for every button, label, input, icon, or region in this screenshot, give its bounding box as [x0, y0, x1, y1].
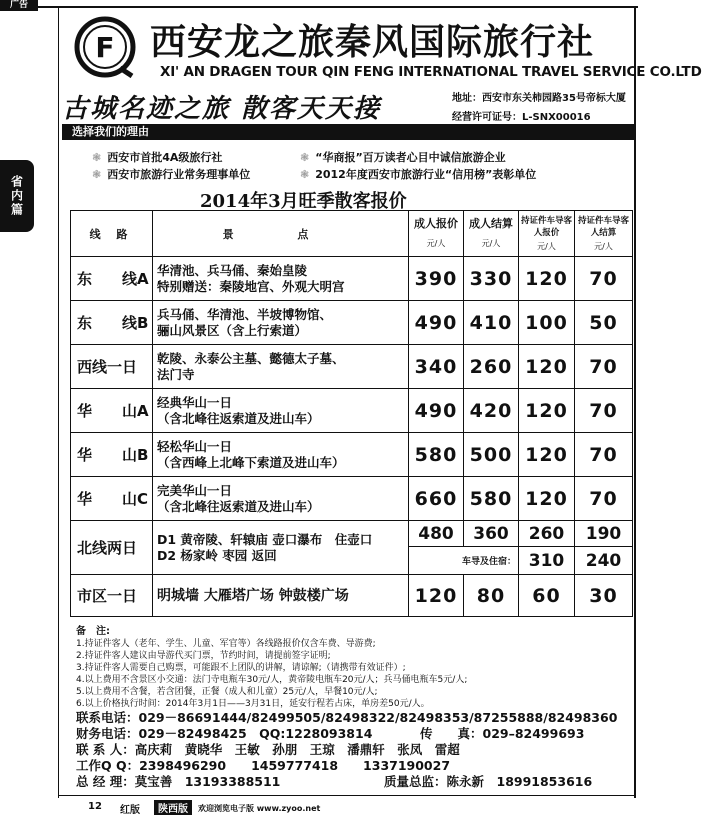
- work-qq: 工作Q Q：2398496290 1459777418 1337190027: [76, 758, 451, 773]
- header-route: 线 路: [71, 211, 153, 257]
- cert-settle: 70: [575, 389, 633, 433]
- right-rule: [634, 8, 636, 798]
- cert-settle: 70: [575, 477, 633, 521]
- price-title: 2014年3月旺季散客报价: [200, 191, 407, 212]
- guide-settle: 240: [575, 547, 633, 575]
- cert-settle: 70: [575, 433, 633, 477]
- route-sights: 明城墙 大雁塔广场 钟鼓楼广场: [153, 575, 409, 617]
- reason-item: ❃ 西安市首批4A级旅行社: [92, 151, 223, 164]
- route-sights: 轻松华山一日 （含西峰上北峰下索道及进山车）: [153, 433, 409, 477]
- top-rule: [38, 6, 638, 8]
- adult-price: 490: [409, 301, 464, 345]
- reason-item: ❃ 2012年度西安市旅游行业“信用榜”表彰单位: [300, 168, 537, 181]
- cert-price: 120: [519, 345, 575, 389]
- adult-price: 660: [409, 477, 464, 521]
- cert-settle: 50: [575, 301, 633, 345]
- note-item: 2.持证件客人建议由导游代买门票，节约时间，请提前签字证明;: [76, 651, 331, 661]
- note-item: 1.持证件客人（老年、学生、儿童、军官等）各线路报价仅含车费、导游费;: [76, 639, 376, 649]
- adult-price: 390: [409, 257, 464, 301]
- cert-price: 120: [519, 477, 575, 521]
- flower-icon: ❃: [92, 151, 102, 164]
- table-row: [71, 389, 633, 433]
- footer-site: 欢迎浏览电子版 www.zyoo.net: [198, 804, 321, 813]
- adult-settle: 410: [464, 301, 519, 345]
- contact-people: 联 系 人：高庆莉 黄晓华 王敏 孙朋 王琼 潘鼎轩 张凤 雷超: [76, 742, 460, 757]
- reason-item: ❃ “华商报”百万读者心目中诚信旅游企业: [300, 151, 506, 164]
- flower-icon: ❃: [300, 168, 310, 181]
- route-name: 市区一日: [71, 575, 153, 617]
- table-row-city: [71, 575, 633, 617]
- table-row: [71, 345, 633, 389]
- logo-letter: F: [95, 31, 115, 64]
- flower-icon: ❃: [300, 151, 310, 164]
- header-cert-settle: 持证件车导客人结算 元/人: [575, 211, 633, 257]
- note-item: 4.以上费用不含景区小交通：法门寺电瓶车30元/人，黄帝陵电瓶车20元/人；兵马俑电瓶车5元/人;: [76, 675, 468, 685]
- note-item: 5.以上费用不含餐，若含团餐，正餐（成人和儿童）25元/人，早餐10元/人;: [76, 687, 378, 697]
- route-sights: 乾陵、永泰公主墓、懿德太子墓、 法门寺: [153, 345, 409, 389]
- table-row: [71, 301, 633, 345]
- adult-price: 340: [409, 345, 464, 389]
- cert-price: 120: [519, 433, 575, 477]
- quality-director: 质量总监：陈永新 18991853616: [384, 774, 593, 789]
- route-sights: D1 黄帝陵、轩辕庙 壶口瀑布 住壶口 D2 杨家岭 枣园 返回: [153, 521, 409, 575]
- page-number: 12: [88, 801, 102, 812]
- adult-settle: 80: [464, 575, 519, 617]
- table-row-north: [71, 521, 633, 547]
- table-header-row: [71, 211, 633, 257]
- adult-price: 480: [409, 521, 464, 547]
- adult-settle: 420: [464, 389, 519, 433]
- general-manager: 总 经 理：莫宝善 13193388511: [76, 774, 281, 789]
- route-name: 华 山C: [71, 477, 153, 521]
- footer-rule: [58, 795, 636, 796]
- slogan: 古城名迹之旅 散客天天接: [62, 94, 382, 124]
- company-license: 经营许可证号：L-SNX00016: [452, 112, 591, 123]
- cert-price: 260: [519, 521, 575, 547]
- header-adult-settle: 成人结算 元/人: [464, 211, 519, 257]
- ad-tag: 广告: [0, 0, 38, 11]
- reason-item: ❃ 西安市旅游行业常务理事单位: [92, 168, 251, 181]
- company-address: 地址：西安市东关柿园路35号帝标大厦: [452, 93, 626, 104]
- notes-title: 备 注:: [76, 626, 110, 637]
- company-name-cn: 西安龙之旅秦风国际旅行社: [150, 22, 595, 63]
- cert-settle: 30: [575, 575, 633, 617]
- note-item: 3.持证件客人需要自己购票，可能跟不上团队的讲解，请谅解;（请携带有效证件）;: [76, 663, 406, 673]
- cert-price: 100: [519, 301, 575, 345]
- route-name: 华 山A: [71, 389, 153, 433]
- finance-phone: 财务电话：029－82498425 QQ:1228093814: [76, 726, 373, 741]
- route-name: 东 线A: [71, 257, 153, 301]
- company-logo-icon: [74, 16, 136, 78]
- route-sights: 经典华山一日 （含北峰往返索道及进山车）: [153, 389, 409, 433]
- adult-settle: 260: [464, 345, 519, 389]
- table-row: [71, 477, 633, 521]
- reasons-title: 选择我们的理由: [62, 124, 634, 140]
- header-sights: 景 点: [153, 211, 409, 257]
- header-cert-price: 持证件车导客人报价 元/人: [519, 211, 575, 257]
- route-sights: 华清池、兵马俑、秦始皇陵 特别赠送：秦陵地宫、外观大明宫: [153, 257, 409, 301]
- adult-price: 490: [409, 389, 464, 433]
- route-name: 华 山B: [71, 433, 153, 477]
- cert-price: 120: [519, 257, 575, 301]
- adult-settle: 360: [464, 521, 519, 547]
- flower-icon: ❃: [92, 168, 102, 181]
- adult-settle: 580: [464, 477, 519, 521]
- adult-settle: 330: [464, 257, 519, 301]
- cert-settle: 70: [575, 345, 633, 389]
- route-name: 东 线B: [71, 301, 153, 345]
- table-row: [71, 433, 633, 477]
- guide-price: 310: [519, 547, 575, 575]
- company-name-en: XI' AN DRAGEN TOUR QIN FENG INTERNATIONAL TRAVEL SERVICE CO.LTD: [160, 64, 702, 80]
- table-row: [71, 257, 633, 301]
- fax-number: 传 真：029–82499693: [420, 726, 585, 741]
- route-sights: 完美华山一日 （含北峰往返索道及进山车）: [153, 477, 409, 521]
- price-table: [70, 210, 633, 617]
- note-item: 6.以上价格执行时间：2014年3月1日——3月31日，延安行程若占床，单房差50元/人。: [76, 699, 430, 709]
- side-tab-province: 省内篇: [0, 160, 34, 232]
- cert-settle: 70: [575, 257, 633, 301]
- edition-badge: 陕西版: [154, 800, 192, 815]
- adult-price: 580: [409, 433, 464, 477]
- left-rule: [58, 8, 59, 798]
- header-adult-price: 成人报价 元/人: [409, 211, 464, 257]
- adult-settle: 500: [464, 433, 519, 477]
- contact-phone: 联系电话：029－86691444/82499505/82498322/82498353/87255888/82498360: [76, 710, 618, 725]
- cert-price: 60: [519, 575, 575, 617]
- cert-price: 120: [519, 389, 575, 433]
- route-name: 西线一日: [71, 345, 153, 389]
- route-sights: 兵马俑、华清池、半坡博物馆、 骊山风景区（含上行索道）: [153, 301, 409, 345]
- route-name: 北线两日: [71, 521, 153, 575]
- edition-label: 红版: [120, 805, 140, 816]
- adult-price: 120: [409, 575, 464, 617]
- cert-settle: 190: [575, 521, 633, 547]
- guide-lodging-label: 车导及住宿：: [409, 547, 519, 575]
